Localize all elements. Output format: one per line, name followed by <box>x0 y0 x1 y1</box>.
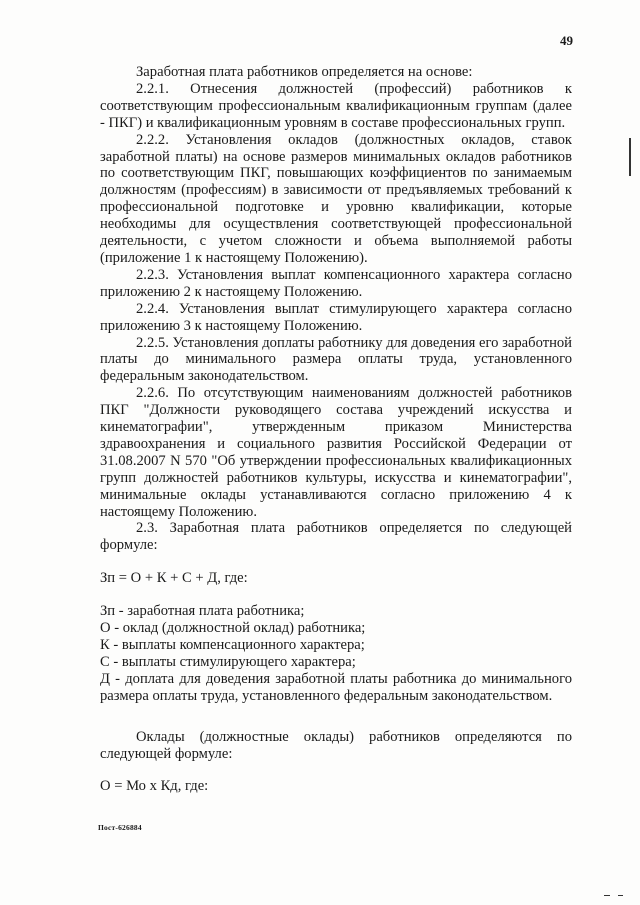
paragraph-2-2-2: 2.2.2. Установления окладов (должностных окладов, ставок заработной платы) на основе размеров минимальных окладов работников по соответствующим ПКГ, повышающих коэффициентов по занимаемым должностям (профессиям) в зависимости от предъявляемых требований к профессиональной подготовке и уровню квалификации, которые необходимы для осуществления соответствующей профессиональной деятельности, с учетом сложности и объема выполняемой работы (приложение 1 к настоящему Положению). <box>100 131 572 266</box>
legend-item: К - выплаты компенсационного характера; <box>100 637 365 653</box>
legend-item: Д - доплата для доведения заработной платы работника до минимального размера оплаты труда, установленного федеральным законодательством. <box>100 670 572 704</box>
scan-artifact-mark <box>618 895 623 896</box>
page-number: 49 <box>560 33 573 48</box>
salaries-paragraph: Оклады (должностные оклады) работников определяются по следующей формуле: <box>100 728 572 762</box>
document-body <box>100 64 572 811</box>
paragraph-2-2-6: 2.2.6. По отсутствующим наименованиям должностей работников ПКГ "Должности руководящего состава учреждений искусства и кинематографии", утвержденным приказом Министерства здравоохранения и социального развития Российской Федерации от 31.08.2007 N 570 "Об утверждении профессиональных квалификационных групп должностей работников культуры, искусства и кинематографии", минимальные оклады устанавливаются согласно приложению 4 к настоящему Положению. <box>100 385 572 520</box>
paragraph-2-3: 2.3. Заработная плата работников определяется по следующей формуле: <box>100 520 572 554</box>
intro-paragraph: Заработная плата работников определяется на основе: <box>136 64 473 80</box>
paragraph-2-2-4: 2.2.4. Установления выплат стимулирующего характера согласно приложению 3 к настоящему Положению. <box>100 300 572 334</box>
document-code: Пост-626884 <box>98 823 142 832</box>
legend-item: С - выплаты стимулирующего характера; <box>100 653 356 670</box>
paragraph-2-2-5: 2.2.5. Установления доплаты работнику для доведения его заработной платы до минимального размера оплаты труда, установленного федеральным законодательством. <box>100 334 572 385</box>
salary-formula: Зп = О + К + С + Д, где: <box>100 570 248 587</box>
paragraph-2-2-1: 2.2.1. Отнесения должностей (профессий) работников к соответствующим профессиональным квалификационным группам (далее - ПКГ) и квалификационным уровням в составе профессиональных групп. <box>100 80 572 131</box>
scan-artifact-mark <box>629 138 631 176</box>
legend-item: Зп - заработная плата работника; <box>100 603 305 620</box>
scan-artifact-mark <box>604 895 610 896</box>
paragraph-2-2-3: 2.2.3. Установления выплат компенсационного характера согласно приложению 2 к настоящему Положению. <box>100 266 572 300</box>
base-salary-formula: О = Мо х Кд, где: <box>100 778 209 795</box>
legend-item: О - оклад (должностной оклад) работника; <box>100 620 366 637</box>
